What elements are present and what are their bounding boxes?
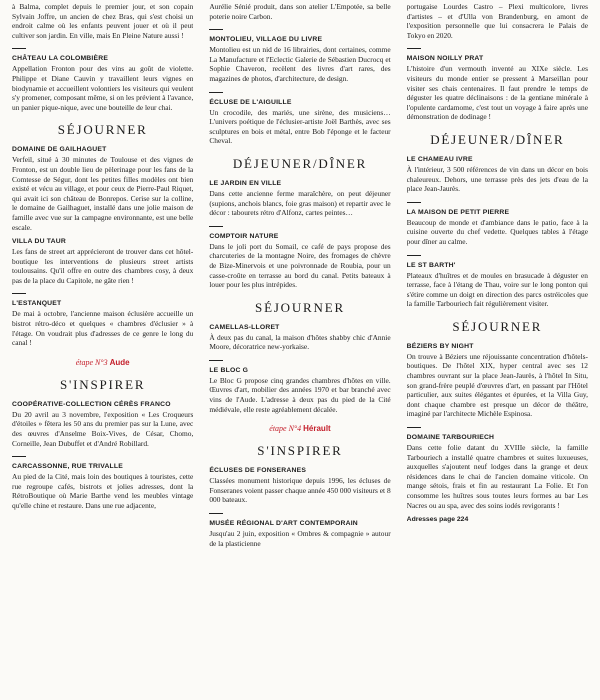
entry-title: L'ESTANQUET	[12, 300, 62, 308]
section-heading: SÉJOURNER	[452, 318, 543, 334]
separator	[209, 92, 223, 93]
column-3	[407, 2, 588, 700]
entry-text: De mai à octobre, l'ancienne maison éclusière accueille un bistrot rétro-déco et quelques « chambres d'éclusier » à l'étage. On voudrait plus d'adresses de ce genre le long du canal !	[12, 309, 194, 348]
section-heading: SÉJOURNER	[57, 122, 148, 138]
entry-text: Un crocodile, des mariés, une sirène, des musiciens… L'univers poétique de l'éclusier-artiste Joël Barthès, avec ses sculptures en bois et métal, entre Bob l'éponge et le facteur Cheval.	[209, 107, 391, 146]
entry-title: LE BLOC G	[209, 366, 249, 374]
separator	[209, 29, 223, 30]
entry-text: À deux pas du canal, la maison d'hôtes shabby chic d'Annie Moore, décoratrice new-yorkaise.	[209, 332, 391, 352]
entry-title: DOMAINE DE GAILHAGUET	[12, 146, 107, 154]
entry-text: Dans le joli port du Somail, ce café de pays propose des charcuteries de la montagne Noire, des fromages de chèvre de Bize-Minervois et une poivronnade de Roubia, pour un casse-croûte en terrasse au bord du canal. Petits bateaux à louer pour les plus intrépides.	[209, 241, 391, 290]
separator	[12, 456, 26, 457]
entry-title: MONTOLIEU, VILLAGE DU LIVRE	[209, 36, 323, 44]
entry-text: Plateaux d'huîtres et de moules en brasucade à déguster en terrasse, face à l'étang de Thau, voire sur le long ponton qui s'étire comme un doigt en direction des parcs ostréicoles que la famille Tarbouriech fait régulièrement visiter.	[406, 270, 588, 309]
entry-text: L'histoire d'un vermouth inventé au XIXe siècle. Les visiteurs du monde entier se pressent à Marseillan pour visiter ses chais centenaires. Il faut prendre le temps de déguster les quatre déclinaisons : de la gentiane minérale à l'opulente cardamome, c'est tout un voyage à faire après une démonstration de dodinage !	[406, 64, 588, 122]
entry-text: Appellation Fronton pour des vins au goût de violette. Philippe et Diane Cauvin y travaillent leurs vignes en biodynamie et accueillent volontiers les visiteurs qui veulent s'y promener, composant même, si on les prévient à l'avance, un panier pique-nique, avec une bouteille de leur chai.	[12, 64, 194, 112]
entry-text: On trouve à Béziers une réjouissante concentration d'hôtels-boutiques. De l'hôtel XIX, hyper central avec ses 12 chambres ouvrant sur la place Jean-Jaurès, à l'hôtel In Situ, son grand-frère peuplé d'œuvres d'art, en passant par l'Hôtel particulier, aux suites élégantes et épurées, et la Villa Guy, dont chaque chambre est presque un décor de théâtre, imaginé par l'architecte Michèle Espinosa.	[406, 351, 588, 419]
entry-title: COOPÉRATIVE-COLLECTION CÉRÈS FRANCO	[12, 400, 171, 408]
entry-text: Les fans de street art apprécieront de trouver dans cet hôtel-boutique les interventions de plusieurs street artists toulousains. Qu'il offre en outre des chambres cosy, à deux pas de la place du Capitole, ne gâte rien !	[12, 247, 194, 285]
entry-text: Le Bloc G propose cinq grandes chambres d'hôtes en ville. Œuvres d'art, mobilier des années 1970 et bar branché avec vins de l'Aude. L'adresse à deux pas du pied de la Cité médiévale, elle reste agréablement décalée.	[209, 375, 391, 414]
highlighted-entry	[12, 238, 193, 285]
entry-title: LE JARDIN EN VILLE	[209, 179, 282, 187]
entry-text: Dans cette folie datant du XVIIIe siècle, la famille Tarbouriech a installé quatre chambres et suites luxueuses, auxquelles s'ajoutent neuf lodges dans la grange et deux résidences dans le chai de l'ancien domaine viticole. On mange sétois, frais et fin au restaurant La Folie. Et l'on consomme les huîtres sous toutes leurs formes au bar Les Nacres ou au spa, avec des soins iodés revigorants !	[406, 443, 588, 510]
etape-label	[209, 424, 390, 433]
entry-text: Montolieu est un nid de 16 librairies, dont certaines, comme La Manufacture et l'Eclectic Galerie de Sébastien Ducrocq et Sophie Chaveron, recèlent des livres d'art rares, des magazines de photos, d'architecture, de design.	[209, 45, 391, 83]
intro-text: portugaise Lourdes Castro – Plexi multicolore, livres d'artistes – et d'Ulla von Brandenburg, en amont de l'exposition personnelle que lui consacrera le Palais de Tokyo en 2020.	[406, 2, 588, 40]
entry-title: CAMELLAS-LLORET	[209, 323, 280, 331]
etape-label	[12, 358, 193, 367]
separator	[12, 293, 26, 294]
entry-title: MUSÉE RÉGIONAL D'ART CONTEMPORAIN	[209, 520, 358, 528]
section-heading: S'INSPIRER	[59, 376, 146, 392]
separator	[407, 427, 421, 428]
entry-text: Beaucoup de monde et d'ambiance dans le patio, face à la cuisine ouverte du chef vedette. Quelques tables à l'étage pour dîner au calme.	[406, 217, 588, 246]
entry-title: DOMAINE TARBOURIECH	[406, 434, 495, 442]
entry-title: ÉCLUSE DE L'AIGUILLE	[209, 98, 292, 106]
entry-title: VILLA DU TAUR	[12, 238, 66, 246]
entry-text: Du 20 avril au 3 novembre, l'exposition « Les Croqueurs d'étoiles » fêtera les 50 ans du premier pas sur la Lune, avec des œuvres d'Anselme Boix-Vives, de César, Chomo, Corneille, Jean Dubuffet et d'André Robillard.	[12, 409, 194, 448]
section-heading: DÉJEUNER/DÎNER	[430, 131, 565, 147]
entry-title: MAISON NOILLY PRAT	[406, 55, 484, 63]
etape-number: étape N°4	[269, 424, 302, 434]
entry-text: Au pied de la Cité, mais loin des boutiques à touristes, cette rue regroupe cafés, bistrots et jolies adresses, dont la RétroBoutique où Marie Barthe vend les meubles vintage qu'elle chine et restaure. Dans une rue adjacente,	[12, 472, 194, 510]
entry-text: Verfeil, situé à 30 minutes de Toulouse et des vignes de Fronton, est un double lieu de pèlerinage pour les fans de la Comtesse de Ségur, dont les petites filles modèles ont bien existé et vécu au village, et pour ceux de Pierre-Paul Riquet, qui avait ici son château de Bonrepos. Cerise sur la colline, le domaine de Gailhaguet, installé dans une jolie maison de famille avec vue sur la campagne environnante, est une belle escale.	[12, 155, 194, 232]
entry-text: Jusqu'au 2 juin, exposition « Ombres & compagnie » autour de la plasticienne	[209, 529, 391, 548]
entry-text: Dans cette ancienne ferme maraîchère, on peut déjeuner (supions, anchois blancs, foie gras maison) et repartir avec le décor : tabourets rétro d'Alfonz, cartes peintes…	[209, 188, 391, 218]
entry-title: LE CHAMEAU IVRE	[406, 155, 473, 163]
entry-title: LE ST BARTH'	[406, 261, 456, 269]
separator	[209, 360, 223, 361]
section-heading: S'INSPIRER	[257, 443, 343, 459]
entry-title: COMPTOIR NATURE	[209, 232, 279, 240]
separator	[407, 255, 421, 256]
etape-place: Aude	[109, 357, 130, 367]
section-heading: SÉJOURNER	[255, 299, 345, 315]
separator	[407, 48, 421, 49]
entry-title: CARCASSONNE, RUE TRIVALLE	[12, 463, 123, 471]
intro-text: Aurélie Sénié produit, dans son atelier L'Empotée, sa belle poterie noire Carbon.	[209, 2, 391, 21]
section-heading: DÉJEUNER/DÎNER	[232, 155, 368, 171]
entry-title: ÉCLUSES DE FONSERANES	[209, 467, 307, 475]
column-2	[209, 2, 390, 700]
separator	[407, 202, 421, 203]
etape-number: étape N°3	[75, 357, 108, 367]
separator	[209, 513, 223, 514]
entry-text: Classées monument historique depuis 1996, les écluses de Fonseranes voient passer chaque année 450 000 visiteurs et 8 000 bateaux.	[209, 476, 391, 505]
entry-title: CHÂTEAU LA COLOMBIÈRE	[12, 55, 109, 63]
intro-text: à Balma, complet depuis le premier jour, et son copain Sylvain Joffre, un ancien de chez Bras, qui s'est choisi un endroit calme où les enfants peuvent jouer et où il peut cultiver son jardin. En ville, mais En Pleine Nature aussi !	[12, 2, 194, 40]
etape-place: Hérault	[303, 424, 331, 434]
entry-text: À l'intérieur, 3 500 références de vin dans un décor en bois chaleureux. Dehors, une terrasse près des jets d'eau de la place Jean-Jaurès.	[406, 164, 588, 194]
separator	[12, 48, 26, 49]
entry-title: LA MAISON DE PETIT PIERRE	[406, 208, 510, 216]
entry-title: BÉZIERS BY NIGHT	[406, 342, 474, 350]
column-1	[12, 2, 193, 700]
separator	[209, 226, 223, 227]
addresses-footer: Adresses page 224	[406, 516, 469, 524]
